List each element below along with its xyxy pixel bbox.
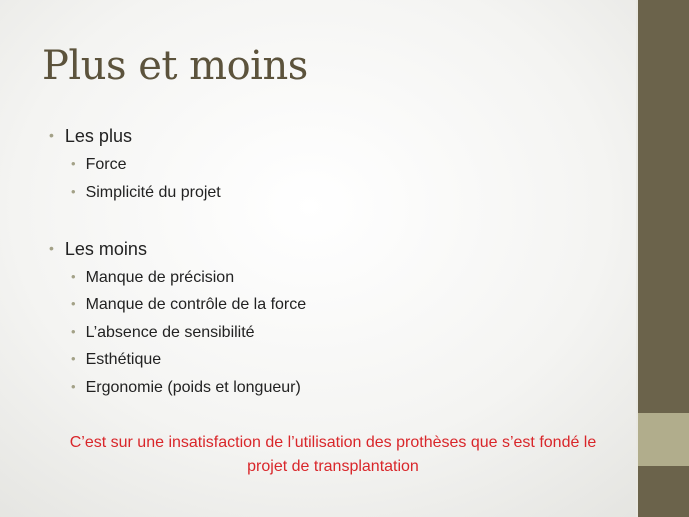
list-item-label: L’absence de sensibilité	[85, 324, 255, 341]
list-item-label: Esthétique	[85, 351, 162, 368]
list-item	[71, 351, 161, 369]
conclusion-note: C’est sur une insatisfaction de l’utilisation des prothèses que s’est fondé le projet de transplantation	[69, 434, 597, 475]
list-item-label: Ergonomie (poids et longueur)	[85, 379, 301, 396]
section-heading-moins	[49, 239, 147, 260]
list-item-label: Manque de précision	[85, 269, 235, 286]
bullet-dot-icon: •	[71, 379, 76, 394]
section-heading-plus	[49, 126, 132, 147]
sidebar-band-top	[638, 0, 689, 413]
section-heading-label: Les moins	[64, 239, 147, 259]
bullet-dot-icon: •	[49, 240, 54, 256]
section-heading-label: Les plus	[64, 126, 132, 146]
list-item	[71, 296, 306, 314]
bullet-dot-icon: •	[71, 184, 76, 199]
list-item	[71, 269, 234, 287]
bullet-dot-icon: •	[49, 127, 54, 143]
bullet-dot-icon: •	[71, 156, 76, 171]
slide-title: Plus et moins	[42, 43, 308, 89]
bullet-dot-icon: •	[71, 269, 76, 284]
list-item	[71, 324, 255, 342]
list-item-label: Simplicité du projet	[85, 184, 221, 201]
sidebar-band-bottom	[638, 466, 689, 517]
bullet-dot-icon: •	[71, 324, 76, 339]
list-item	[71, 379, 301, 397]
bullet-dot-icon: •	[71, 351, 76, 366]
bullet-dot-icon: •	[71, 296, 76, 311]
list-item	[71, 184, 221, 202]
sidebar-band-accent	[638, 413, 689, 466]
list-item	[71, 156, 126, 174]
list-item-label: Force	[85, 156, 127, 173]
list-item-label: Manque de contrôle de la force	[85, 296, 307, 313]
